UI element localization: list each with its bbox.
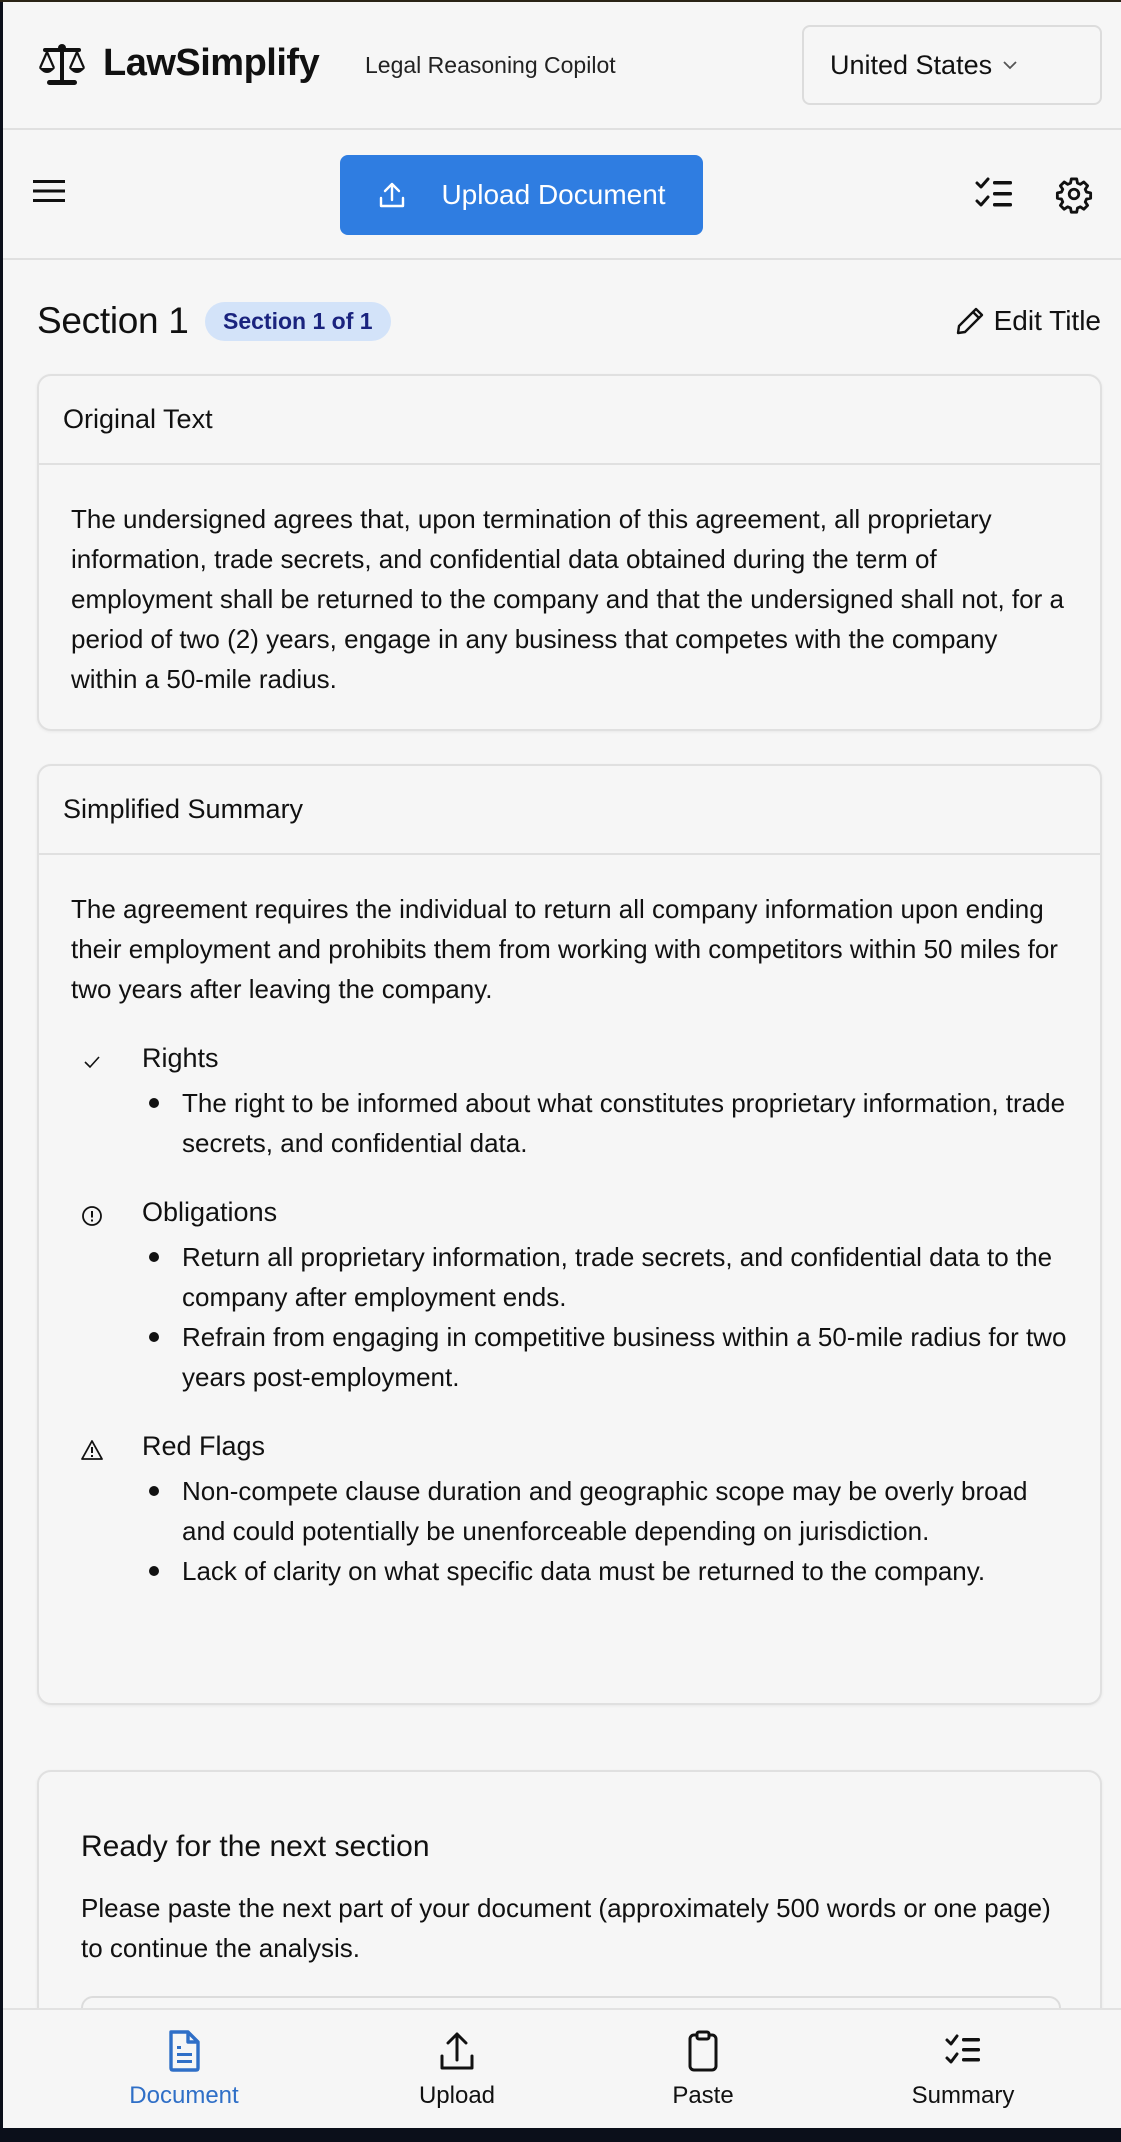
original-text-heading: Original Text [39,376,1100,465]
nav-paste[interactable] [613,2010,793,2128]
toolbar [3,132,1121,260]
app-frame [3,2,1121,2128]
nav-document-label: Document [129,2082,239,2109]
nav-upload[interactable] [367,2010,547,2128]
checklist-icon [940,2028,986,2074]
upload-document-button[interactable] [340,155,703,235]
clipboard-icon [680,2028,726,2074]
section-count-badge: Section 1 of 1 [205,302,391,341]
summary-text: The agreement requires the individual to return all company information upon ending their employment and prohibits them from working with competitors within 50 miles for two years after leaving the company. [71,894,1058,1004]
edit-title-label: Edit Title [993,305,1101,336]
upload-document-label: Upload Document [441,179,666,210]
upload-icon [377,180,407,210]
obligations-item: Return all proprietary information, trade secrets, and confidential data to the company after employment ends. [142,1237,1068,1317]
checklist-icon[interactable] [975,176,1013,212]
nav-paste-label: Paste [672,2082,734,2109]
nav-summary-label: Summary [911,2082,1015,2109]
simplified-summary-heading: Simplified Summary [39,766,1100,855]
alert-circle-icon [81,1205,103,1227]
bottom-navigation [3,2008,1121,2128]
red-flags-group [71,1427,1068,1591]
document-icon [161,2028,207,2074]
simplified-summary-card [37,764,1102,1705]
nav-summary[interactable] [873,2010,1053,2128]
settings-gear-icon[interactable] [1055,174,1093,214]
country-select-value: United States [830,49,993,80]
red-flags-item: Non-compete clause duration and geographic scope may be overly broad and could potentially be unenforceable depending on jurisdiction. [142,1471,1068,1551]
original-text-body: The undersigned agrees that, upon termination of this agreement, all proprietary information, trade secrets, and confidential data obtained during the term of employment shall be returned to the company and that the undersigned shall not, for a period of two (2) years, engage in any business that competes with the company within a 50-mile radius. [71,504,1064,694]
section-title: Section 1 [37,300,189,341]
app-header [3,2,1121,130]
check-icon [81,1051,103,1073]
red-flags-title: Red Flags [142,1431,266,1461]
next-section-instructions: Please paste the next part of your document (approximately 500 words or one page) to continue the analysis. [81,1893,1051,1963]
nav-upload-label: Upload [418,2082,496,2109]
edit-title-button[interactable] [954,305,1101,337]
rights-group [71,1039,1068,1163]
chevron-down-icon [1002,57,1018,73]
brand-name: LawSimplify [103,42,320,84]
red-flags-item: Lack of clarity on what specific data must be returned to the company. [142,1551,1068,1591]
upload-icon [434,2028,480,2074]
menu-icon[interactable] [33,178,65,204]
app-subtitle: Legal Reasoning Copilot [365,52,616,78]
scales-logo-icon [37,42,87,88]
rights-title: Rights [142,1043,219,1073]
original-text-card [37,374,1102,731]
obligations-item: Refrain from engaging in competitive business within a 50-mile radius for two years post-employment. [142,1317,1068,1397]
rights-item: The right to be informed about what constitutes proprietary information, trade secrets, and confidential data. [142,1083,1068,1163]
country-select[interactable] [802,25,1102,105]
obligations-title: Obligations [142,1197,278,1227]
obligations-group [71,1193,1068,1397]
pencil-icon [954,305,986,337]
nav-document[interactable] [94,2010,274,2128]
warning-triangle-icon [81,1439,103,1461]
next-section-title: Ready for the next section [81,1830,430,1863]
